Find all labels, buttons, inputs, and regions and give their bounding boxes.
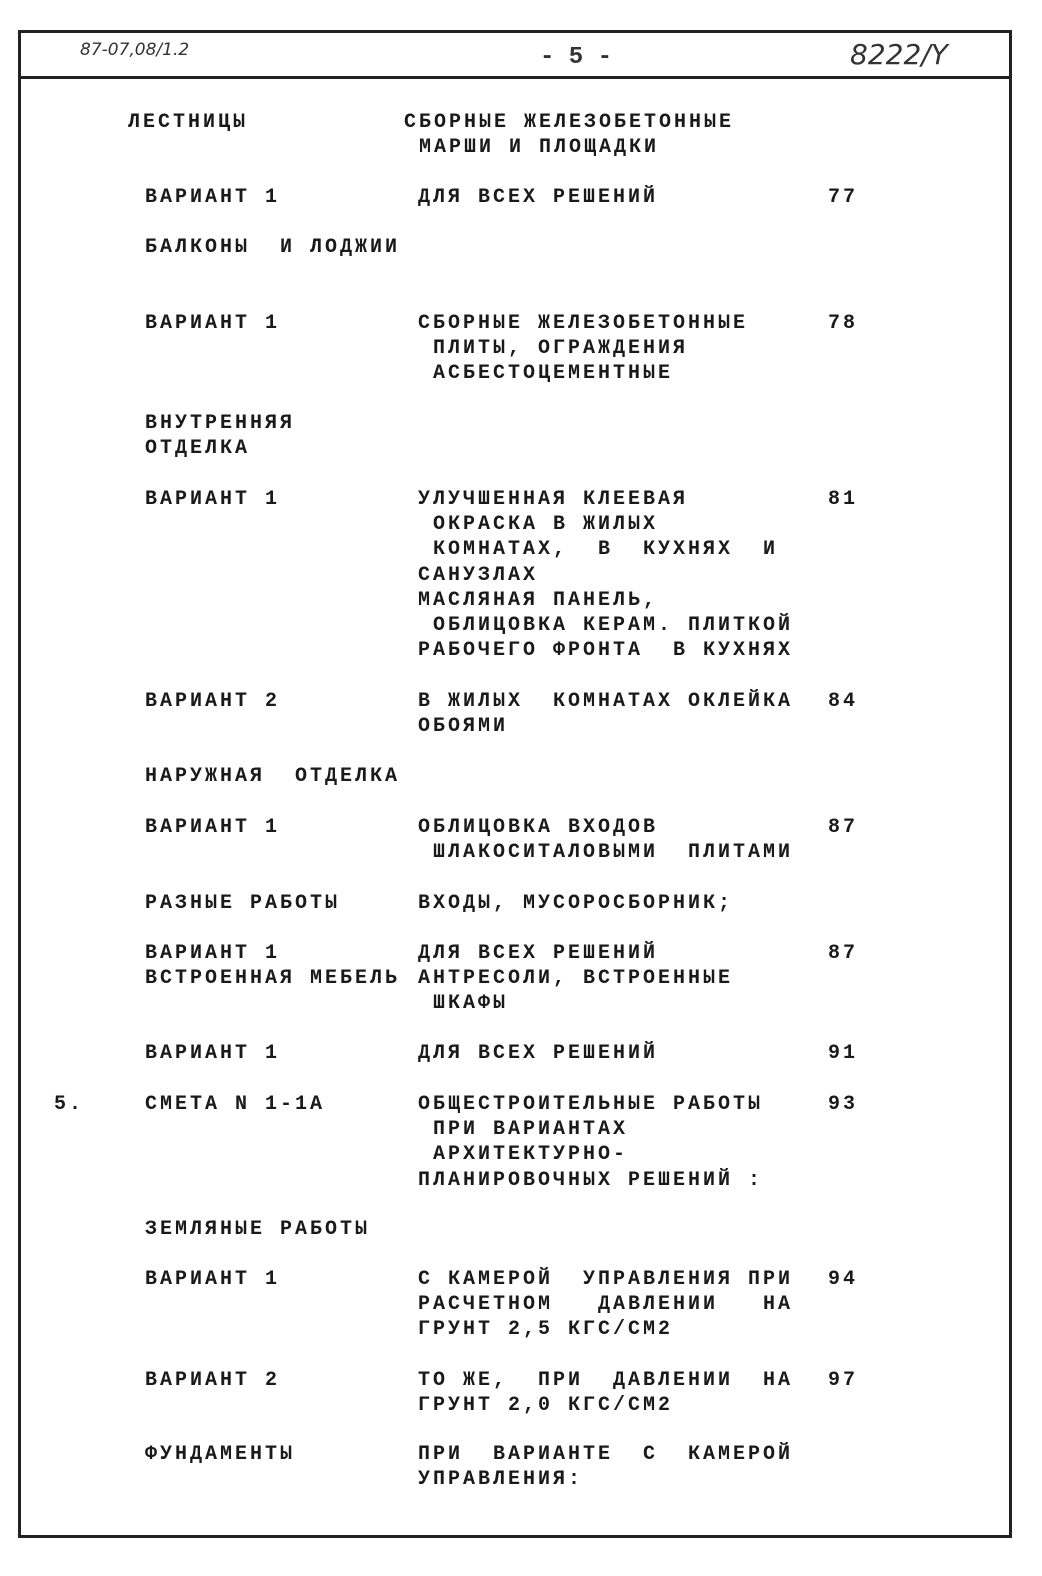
entry-title: [145, 185, 280, 210]
entry-title-line: ВАРИАНТ 1: [145, 816, 281, 839]
entry-page: 77: [828, 186, 859, 209]
entry-description-line: ДЛЯ ВСЕХ РЕШЕНИЙ: [418, 1042, 659, 1065]
entry-title: [145, 764, 400, 789]
entry-description-line: АСБЕСТОЦЕМЕНТНЫЕ: [418, 362, 674, 386]
entry-description-line: УПРАВЛЕНИЯ:: [418, 1468, 584, 1492]
entry-title: [145, 411, 295, 461]
entry-title-line: ВНУТРЕННЯЯ: [145, 412, 296, 435]
entry-description-line: ДЛЯ ВСЕХ РЕШЕНИЙ: [418, 942, 659, 965]
entry-description-line: АНТРЕСОЛИ, ВСТРОЕННЫЕ: [418, 967, 734, 991]
entry-description-line: ГРУНТ 2,5 КГС/СМ2: [418, 1318, 674, 1342]
entry-title-line: ВСТРОЕННАЯ МЕБЕЛЬ: [145, 967, 401, 991]
entry-title-line: ВАРИАНТ 2: [145, 1369, 281, 1392]
entry-title-line: ВАРИАНТ 1: [145, 488, 281, 511]
entry-title-line: ФУНДАМЕНТЫ: [145, 1443, 296, 1466]
entry-title-line: РАЗНЫЕ РАБОТЫ: [145, 892, 341, 915]
entry-title: [145, 1368, 280, 1393]
entry-description-line: МАРШИ И ПЛОЩАДКИ: [404, 136, 660, 160]
entry-description-line: РАСЧЕТНОМ ДАВЛЕНИИ НА: [418, 1293, 794, 1317]
entry-description-line: В ЖИЛЫХ КОМНАТАХ ОКЛЕЙКА: [418, 690, 794, 713]
entry-description-line: ГРУНТ 2,0 КГС/СМ2: [418, 1394, 674, 1418]
entry-description-line: ОБОЯМИ: [418, 715, 509, 739]
entry-title-line: ВАРИАНТ 1: [145, 312, 281, 335]
entry-page: 84: [828, 690, 859, 713]
entry-title-line: НАРУЖНАЯ ОТДЕЛКА: [145, 765, 401, 788]
entry-title: [145, 941, 400, 991]
entry-description-line: ДЛЯ ВСЕХ РЕШЕНИЙ: [418, 186, 659, 209]
entry-description: [418, 1267, 793, 1343]
entry-description: [418, 487, 793, 663]
entry-description: [404, 110, 734, 160]
section-number: 5.: [54, 1093, 85, 1116]
entry-description-line: ПЛАНИРОВОЧНЫХ РЕШЕНИЙ :: [418, 1168, 764, 1192]
entry-title: [145, 1267, 280, 1292]
entry-page: 87: [828, 942, 859, 965]
entry-title: [128, 110, 248, 135]
entry-page: 87: [828, 816, 859, 839]
entry-description-line: ПРИ ВАРИАНТЕ С КАМЕРОЙ: [418, 1443, 794, 1466]
entry-title-line: ЗЕМЛЯНЫЕ РАБОТЫ: [145, 1218, 371, 1241]
entry-description-line: ШЛАКОСИТАЛОВЫМИ ПЛИТАМИ: [418, 841, 794, 865]
entry-description: [418, 941, 733, 1017]
entry-description-line: ОБЛИЦОВКА КЕРАМ. ПЛИТКОЙ: [418, 614, 794, 638]
entry-description-line: ОБЩЕСТРОИТЕЛЬНЫЕ РАБОТЫ: [418, 1093, 764, 1116]
entry-description-line: ВХОДЫ, МУСОРОСБОРНИК;: [418, 892, 734, 915]
page-number: - 5 -: [540, 44, 613, 71]
entry-title-line: ОТДЕЛКА: [145, 437, 251, 461]
entry-title: [145, 1041, 280, 1066]
entry-description-line: АРХИТЕКТУРНО-: [418, 1143, 629, 1167]
entry-description-line: ОКРАСКА В ЖИЛЫХ: [418, 513, 659, 537]
entry-description-line: ТО ЖЕ, ПРИ ДАВЛЕНИИ НА: [418, 1369, 794, 1392]
entry-page: 97: [828, 1369, 859, 1392]
entry-description-line: ОБЛИЦОВКА ВХОДОВ: [418, 816, 659, 839]
entry-title: [145, 311, 280, 336]
entry-title: [145, 891, 340, 916]
entry-title-line: ВАРИАНТ 1: [145, 186, 281, 209]
entry-description-line: КОМНАТАХ, В КУХНЯХ И: [418, 538, 779, 562]
entry-description-line: САНУЗЛАХ: [418, 563, 539, 587]
entry-page: 81: [828, 488, 859, 511]
entry-title-line: БАЛКОНЫ И ЛОДЖИИ: [145, 236, 401, 259]
entry-description-line: ПРИ ВАРИАНТАХ: [418, 1118, 629, 1142]
entry-title-line: СМЕТА N 1-1А: [145, 1093, 326, 1116]
entry-page: 93: [828, 1093, 859, 1116]
entry-title-line: ВАРИАНТ 1: [145, 942, 281, 965]
entry-title-line: ВАРИАНТ 2: [145, 690, 281, 713]
archive-code: 8222/Y: [850, 38, 948, 71]
header-divider: [18, 76, 1012, 79]
entry-page: 78: [828, 312, 859, 335]
entry-page: 94: [828, 1268, 859, 1291]
entry-title-line: ВАРИАНТ 1: [145, 1042, 281, 1065]
entry-description-line: УЛУЧШЕННАЯ КЛЕЕВАЯ: [418, 488, 689, 511]
entry-description: [418, 185, 658, 210]
entry-description: [418, 689, 793, 739]
entry-title: [145, 1092, 325, 1117]
entry-title-line: ВАРИАНТ 1: [145, 1268, 281, 1291]
document-reference: 87-07,08/1.2: [80, 40, 190, 60]
entry-description-line: ПЛИТЫ, ОГРАЖДЕНИЯ: [418, 337, 689, 361]
entry-title: [145, 235, 400, 260]
entry-description: [418, 1442, 793, 1492]
entry-title: [145, 1442, 295, 1467]
entry-description-line: СБОРНЫЕ ЖЕЛЕЗОБЕТОННЫЕ: [418, 312, 749, 335]
entry-title: [145, 689, 280, 714]
entry-description: [418, 891, 733, 916]
entry-description: [418, 1041, 658, 1066]
entry-description-line: РАБОЧЕГО ФРОНТА В КУХНЯХ: [418, 639, 794, 663]
entry-title: [145, 815, 280, 840]
entry-page: 91: [828, 1042, 859, 1065]
entry-description: [418, 1092, 763, 1193]
entry-description-line: СБОРНЫЕ ЖЕЛЕЗОБЕТОННЫЕ: [404, 111, 735, 134]
entry-description-line: С КАМЕРОЙ УПРАВЛЕНИЯ ПРИ: [418, 1268, 794, 1291]
entry-description: [418, 815, 793, 865]
entry-description: [418, 1368, 793, 1418]
entry-description-line: ШКАФЫ: [418, 992, 509, 1016]
entry-title: [145, 1217, 370, 1242]
entry-title: [145, 487, 280, 512]
entry-title-line: ЛЕСТНИЦЫ: [128, 111, 249, 134]
entry-description: [418, 311, 748, 387]
entry-description-line: МАСЛЯНАЯ ПАНЕЛЬ,: [418, 588, 659, 612]
